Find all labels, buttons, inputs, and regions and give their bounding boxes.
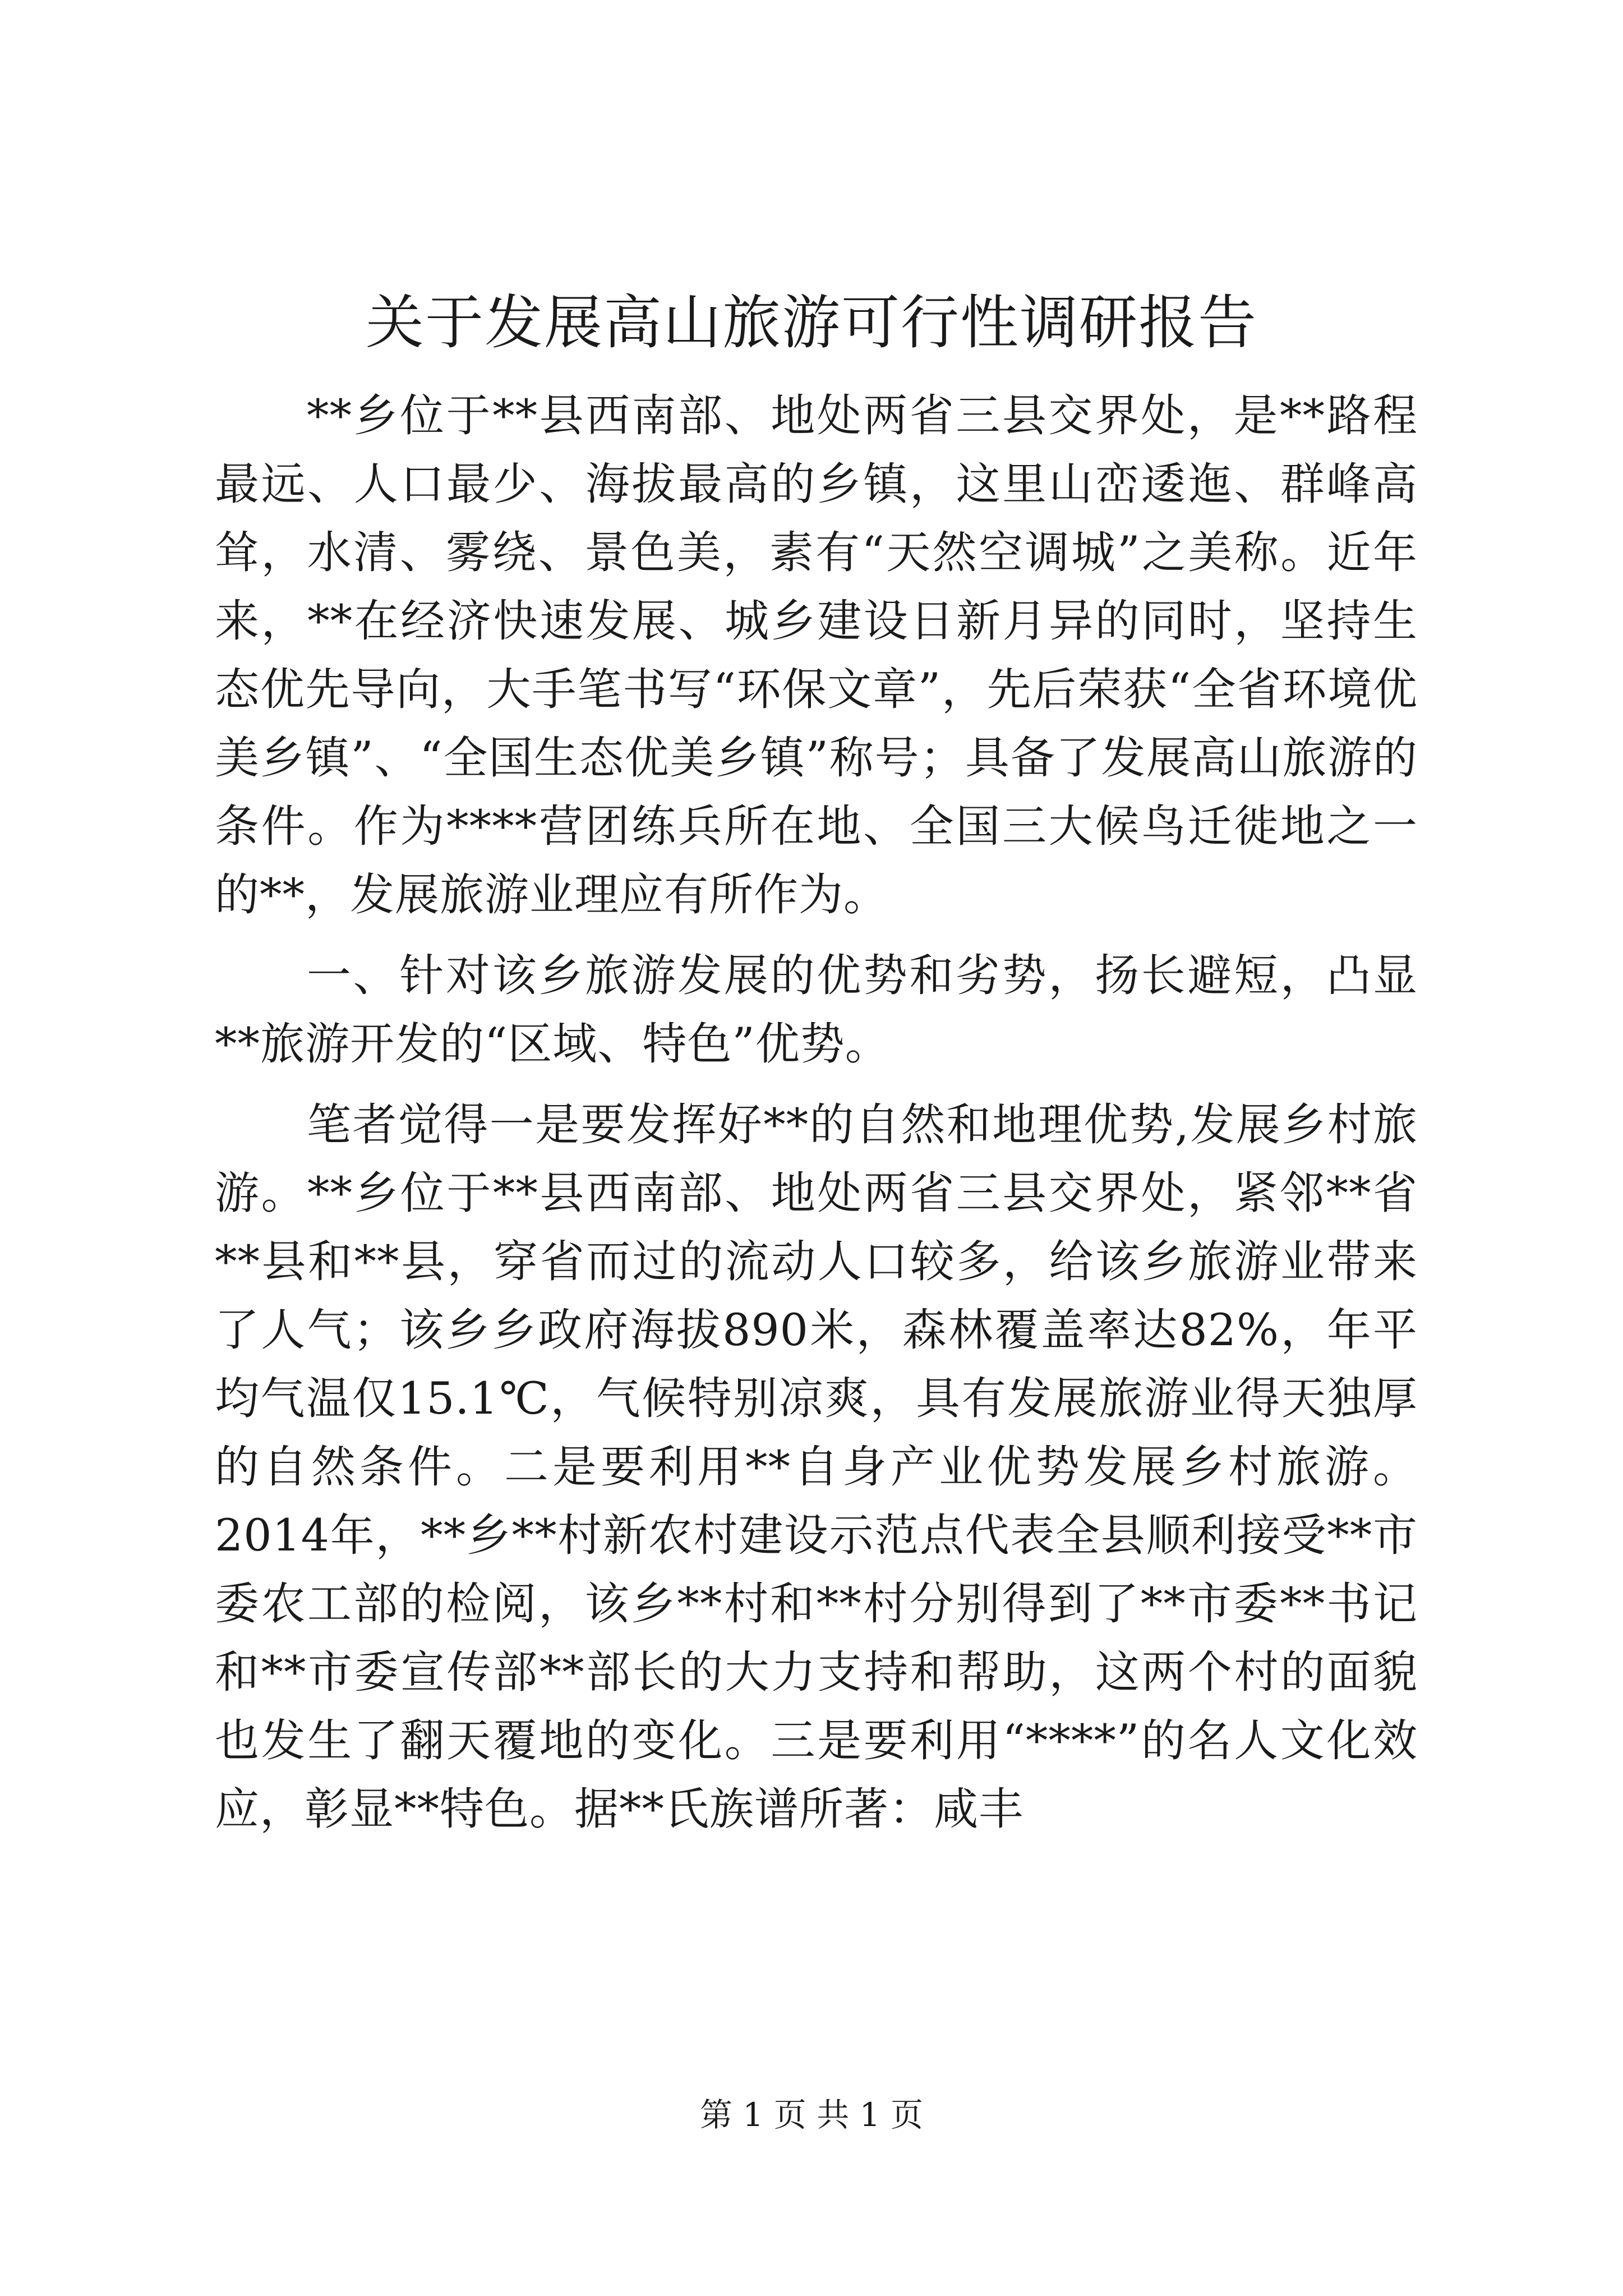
document-title: 关于发展高山旅游可行性调研报告 [365,288,1257,357]
document-body [215,381,1418,1843]
page-footer: 第 1 页 共 1 页 [700,2096,923,2134]
paragraph-intro: **乡位于**县西南部、地处两省三县交界处，是**路程最远、人口最少、海拔最高的乡镇，这里山峦逶迤、群峰高耸，水清、雾绕、景色美，素有“天然空调城”之美称。近年来，**在经济快速发展、城乡建设日新月异的同时，坚持生态优先导向，大手笔书写“环保文章”，先后荣获“全省环境优美乡镇”、“全国生态优美乡镇”称号；具备了发展高山旅游的条件。作为****营团练兵所在地、全国三大候鸟迁徙地之一的**，发展旅游业理应有所作为。 [215,390,1418,921]
paragraph-section-heading: 一、针对该乡旅游发展的优势和劣势，扬长避短，凸显**旅游开发的“区域、特色”优势。 [215,950,1418,1070]
paragraph-analysis: 笔者觉得一是要发挥好**的自然和地理优势,发展乡村旅游。**乡位于**县西南部、地处两省三县交界处，紧邻**省**县和**县，穿省而过的流动人口较多，给该乡旅游业带来了人气；该乡乡政府海拔890米，森林覆盖率达82%，年平均气温仅15.1℃，气候特别凉爽，具有发展旅游业得天独厚的自然条件。二是要利用**自身产业优势发展乡村旅游。2014年，**乡**村新农村建设示范点代表全县顺利接受**市委农工部的检阅，该乡**村和**村分别得到了**市委**书记和**市委宣传部**部长的大力支持和帮助，这两个村的面貌也发生了翻天覆地的变化。三是要利用“****”的名人文化效应，彰显**特色。据**氏族谱所著：咸丰 [215,1099,1418,1835]
